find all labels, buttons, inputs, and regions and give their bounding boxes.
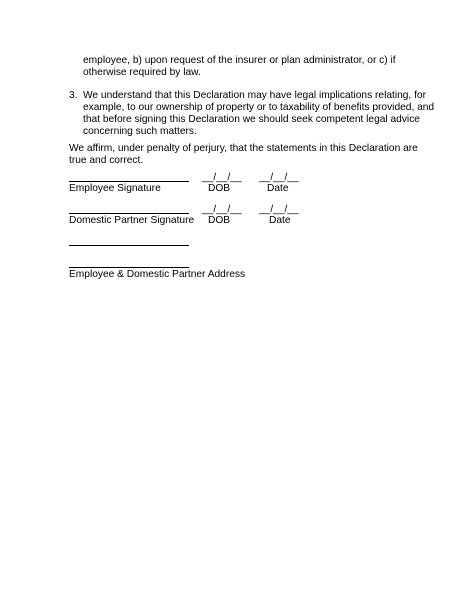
partner-date-label: Date xyxy=(269,215,291,226)
partner-dob-label: DOB xyxy=(208,215,231,226)
affirmation-line-1: We affirm, under penalty of perjury, that the statements in this Declaration are xyxy=(69,143,418,154)
address-line-2 xyxy=(69,267,189,268)
partner-signature-label: Domestic Partner Signature xyxy=(69,215,195,226)
item-3-number: 3. xyxy=(69,90,78,101)
affirmation-line-2: true and correct. xyxy=(69,155,144,166)
employee-dob-label: DOB xyxy=(208,183,231,194)
continuation-line-1: employee, b) upon request of the insurer or plan administrator, or c) if xyxy=(83,55,396,66)
employee-date-label: Date xyxy=(267,183,289,194)
partner-dob-blank: __/__/__ xyxy=(202,204,242,215)
item-3-line-2: example, to our ownership of property or to taxability of benefits provided, and xyxy=(83,102,435,113)
partner-signature-line xyxy=(69,213,189,214)
continuation-line-2: otherwise required by law. xyxy=(83,67,201,78)
employee-dob-blank: __/__/__ xyxy=(202,172,242,183)
employee-date-blank: __/__/__ xyxy=(259,172,299,183)
address-line-1 xyxy=(69,245,189,246)
partner-date-blank: __/__/__ xyxy=(259,204,299,215)
item-3-line-1: We understand that this Declaration may have legal implications relating, for xyxy=(83,90,426,101)
item-3-line-3: that before signing this Declaration we should seek competent legal advice xyxy=(83,114,420,125)
employee-signature-label: Employee Signature xyxy=(69,183,161,194)
employee-signature-line xyxy=(69,181,189,182)
address-label: Employee & Domestic Partner Address xyxy=(69,269,246,280)
item-3-line-4: concerning such matters. xyxy=(83,126,197,137)
